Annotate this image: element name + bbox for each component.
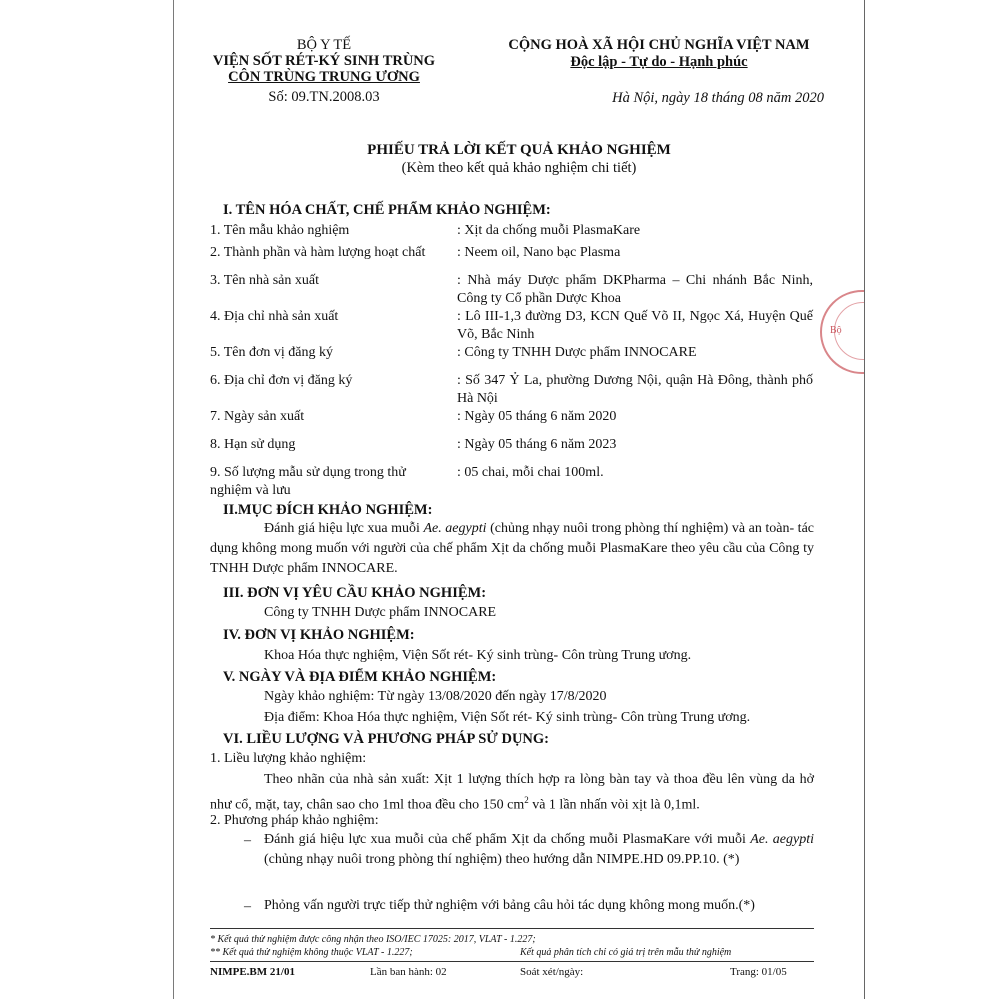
page-number: Trang: 01/05 <box>730 966 787 978</box>
form-code: NIMPE.BM 21/01 <box>210 966 295 978</box>
item5-value: : Công ty TNHH Dược phẩm INNOCARE <box>457 345 697 360</box>
section2-heading: II.MỤC ĐÍCH KHẢO NGHIỆM: <box>223 502 433 518</box>
item1-label: 1. Tên mẫu khảo nghiệm <box>210 223 350 238</box>
dosage-text-a: Theo nhãn của nhà sản xuất: Xịt 1 lượng thích hợp ra lòng bàn tay và thoa đều lên vùng da hở như cổ, mặt, tay, chân sao cho 1ml thoa đều cho 150 cm <box>210 772 814 813</box>
method-subheading: 2. Phương pháp khảo nghiệm: <box>210 813 379 828</box>
item4-value: : Lô III-1,3 đường D3, KCN Quế Võ II, Ngọc Xá, Huyện Quế Võ, Bắc Ninh <box>457 309 813 342</box>
test-dates: Ngày khảo nghiệm: Từ ngày 13/08/2020 đến ngày 17/8/2020 <box>264 689 607 704</box>
bullet1-text <box>264 830 814 870</box>
motto <box>474 54 844 70</box>
footnote-3: Kết quả phân tích chỉ có giá trị trên mẫu thử nghiệm <box>520 947 732 958</box>
ministry-name: BỘ Y TẾ <box>296 37 352 53</box>
item2-value: : Neem oil, Nano bạc Plasma <box>457 245 621 260</box>
footnote-2: ** Kết quả thử nghiệm không thuộc VLAT - 1.227; <box>210 947 413 958</box>
item2-label: 2. Thành phần và hàm lượng hoạt chất <box>210 245 426 260</box>
item7-label: 7. Ngày sản xuất <box>210 409 305 424</box>
bullet2-dash: – <box>244 899 251 914</box>
bullet1-text-b: (chủng nhạy nuôi trong phòng thí nghiệm) theo hướng dẫn NIMPE.HD 09.PP.10. (*) <box>264 852 740 867</box>
document-page <box>173 0 865 999</box>
institute-name-line1: VIỆN SỐT RÉT-KÝ SINH TRÙNG <box>212 53 436 69</box>
section2-text-a: Đánh giá hiệu lực xua muỗi <box>264 521 424 536</box>
dosage-text-b: và 1 lần nhấn vòi xịt là 0,1ml. <box>528 797 700 813</box>
issue-date: Hà Nội, ngày 18 tháng 08 năm 2020 <box>612 90 824 106</box>
item6-label: 6. Địa chỉ đơn vị đăng ký <box>210 373 353 388</box>
document-number: Số: 09.TN.2008.03 <box>268 89 380 105</box>
item9-value: : 05 chai, mỗi chai 100ml. <box>457 465 604 480</box>
dosage-paragraph <box>210 770 814 816</box>
bullet2-text: Phỏng vấn người trực tiếp thử nghiệm với bảng câu hỏi tác dụng không mong muốn.(*) <box>264 898 755 913</box>
item4-label: 4. Địa chỉ nhà sản xuất <box>210 309 339 324</box>
item3-label: 3. Tên nhà sản xuất <box>210 273 319 288</box>
section2-paragraph <box>210 519 814 579</box>
section2-species: Ae. aegypti <box>423 521 487 536</box>
page-subtitle: (Kèm theo kết quả khảo nghiệm chi tiết) <box>401 160 637 176</box>
section3-text: Công ty TNHH Dược phẩm INNOCARE <box>264 605 497 620</box>
item8-value: : Ngày 05 tháng 6 năm 2023 <box>457 437 617 452</box>
item1-value: : Xịt da chống muỗi PlasmaKare <box>457 223 641 238</box>
stamp-text: Bộ <box>830 325 842 336</box>
item9-label: 9. Số lượng mẫu sử dụng trong thử nghiệm và lưu <box>210 465 406 498</box>
bullet1-dash: – <box>244 833 251 848</box>
section3-heading: III. ĐƠN VỊ YÊU CẦU KHẢO NGHIỆM: <box>223 585 487 601</box>
footnote-1: * Kết quả thử nghiệm được công nhận theo ISO/IEC 17025: 2017, VLAT - 1.227; <box>210 934 536 945</box>
section1-heading: I. TÊN HÓA CHẤT, CHẾ PHẨM KHẢO NGHIỆM: <box>223 202 551 218</box>
bullet1-text-a: Đánh giá hiệu lực xua muỗi của chế phẩm Xịt da chống muỗi PlasmaKare với muỗi <box>264 832 751 847</box>
section4-heading: IV. ĐƠN VỊ KHẢO NGHIỆM: <box>223 627 415 643</box>
item6-value: : Số 347 Ỷ La, phường Dương Nội, quận Hà Đông, thành phố Hà Nội <box>457 373 813 406</box>
dosage-superscript: 2 <box>524 795 529 805</box>
institute-name-line2 <box>174 69 474 85</box>
item3-value: : Nhà máy Dược phẩm DKPharma – Chi nhánh Bắc Ninh, Công ty Cổ phần Dược Khoa <box>457 273 813 306</box>
item7-value: : Ngày 05 tháng 6 năm 2020 <box>457 409 617 424</box>
section5-heading: V. NGÀY VÀ ĐỊA ĐIỂM KHẢO NGHIỆM: <box>223 669 497 685</box>
item8-label: 8. Hạn sử dụng <box>210 437 296 452</box>
issue-number: Lần ban hành: 02 <box>370 966 447 978</box>
institute-name-line2-text: CÔN TRÙNG TRUNG ƯƠNG <box>228 69 420 85</box>
test-location: Địa điểm: Khoa Hóa thực nghiệm, Viện Sốt rét- Ký sinh trùng- Côn trùng Trung ương. <box>264 710 751 725</box>
section6-heading: VI. LIỀU LƯỢNG VÀ PHƯƠNG PHÁP SỬ DỤNG: <box>223 731 549 747</box>
footer-divider <box>210 961 814 962</box>
country-name: CỘNG HOÀ XÃ HỘI CHỦ NGHĨA VIỆT NAM <box>508 37 810 53</box>
review-date: Soát xét/ngày: <box>520 966 584 978</box>
item5-label: 5. Tên đơn vị đăng ký <box>210 345 334 360</box>
motto-text: Độc lập - Tự do - Hạnh phúc <box>570 54 748 70</box>
dosage-subheading: 1. Liều lượng khảo nghiệm: <box>210 751 367 766</box>
footnote-divider <box>210 928 814 929</box>
bullet1-species: Ae. aegypti <box>750 832 814 847</box>
section2-text-b: (chủng nhạy nuôi trong phòng thí nghiệm) và an toàn- tác dụng không mong muốn với người của chế phẩm Xịt da chống muỗi PlasmaKare theo yêu cầu của Công ty TNHH Dược phẩm INNOCARE. <box>210 521 815 576</box>
section4-text: Khoa Hóa thực nghiệm, Viện Sốt rét- Ký sinh trùng- Côn trùng Trung ương. <box>264 648 692 663</box>
page-title: PHIẾU TRẢ LỜI KẾT QUẢ KHẢO NGHIỆM <box>367 142 671 158</box>
